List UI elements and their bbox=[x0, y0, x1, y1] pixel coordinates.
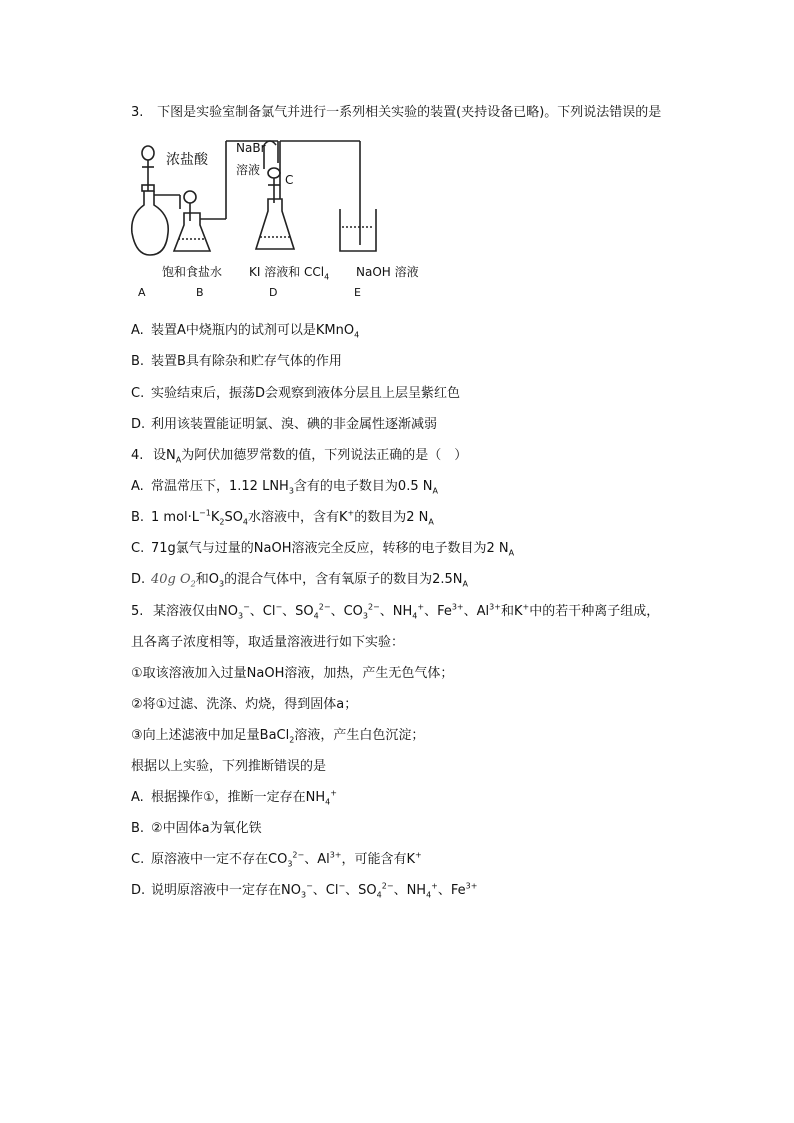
apparatus-diagram bbox=[128, 133, 428, 303]
q5-option-d: D. 说明原溶液中一定存在$NO_3^-$、Cl−、$SO_4^{2-}$、$NH_4^+$、$Fe^{3+}$ bbox=[131, 881, 478, 900]
label-brine: 饱和食盐水 bbox=[162, 265, 223, 279]
label-naoh: NaOH 溶液 bbox=[356, 265, 419, 279]
q4-option-a: A. 常温常压下，1.12 $LNH_3$含有的电子数目为0.5 $N_A$ bbox=[131, 479, 438, 496]
label-nabr-2: 溶液 bbox=[236, 163, 261, 177]
letter-e: E bbox=[354, 286, 361, 299]
q5-step-2: ②将①过滤、洗涤、灼烧，得到固体a； bbox=[131, 697, 358, 712]
q3-stem bbox=[131, 104, 661, 122]
q3-option-b: B. 装置B具有除杂和贮存气体的作用 bbox=[131, 354, 342, 369]
q3-number: 3. bbox=[131, 105, 144, 120]
letter-d: D bbox=[269, 286, 278, 299]
q5-option-c: C. 原溶液中一定不存在$CO_3^{2-}$、$Al^{3+}$，可能含有K+ bbox=[131, 850, 422, 869]
q4-stem: 4. 设$N_A$为阿伏加德罗常数的值，下列说法正确的是（ ） bbox=[131, 448, 468, 465]
q5-stem-line1: 5. 某溶液仅由$NO_3^-$、Cl−、$SO_4^{2-}$、$CO_3^{2-}$、$NH_4^+$、$Fe^{3+}$、$Al^{3+}$和K+中的若干种离子组成， bbox=[131, 602, 660, 621]
letter-a: A bbox=[138, 286, 146, 299]
q3-option-d: D. 利用该装置能证明氯、溴、碘的非金属性逐渐减弱 bbox=[131, 417, 438, 432]
q5-lead: 根据以上实验，下列推断错误的是 bbox=[131, 759, 327, 774]
label-c: C bbox=[285, 173, 294, 187]
q4-option-c: C. 71g氯气与过量的NaOH溶液完全反应，转移的电子数目为2 $N_A$ bbox=[131, 541, 515, 558]
q3-stem-text: 下图是实验室制备氯气并进行一系列相关实验的装置(夹持设备已略)。下列说法错误的是 bbox=[157, 105, 662, 120]
label-conc-hcl: 浓盐酸 bbox=[166, 152, 208, 168]
q4-option-d: D. 40g $O_2$和$O_3$的混合气体中，含有氧原子的数目为$2.5N_A$ bbox=[131, 572, 468, 589]
q5-stem-line2: 且各离子浓度相等，取适量溶液进行如下实验： bbox=[131, 635, 405, 650]
label-nabr-1: NaBr bbox=[236, 141, 266, 155]
label-ki-ccl4: KI 溶液和 CCl$_4$ bbox=[249, 265, 330, 282]
q3-option-a: A. 装置A中烧瓶内的试剂可以是KMnO$_4$ bbox=[131, 323, 360, 340]
q5-step-1: ①取该溶液加入过量NaOH溶液，加热，产生无色气体； bbox=[131, 666, 454, 681]
q4-option-b: B. 1 $mol\cdot L^{-1}K_2SO_4$水溶液中，含有K+的数目为2 $N_A$ bbox=[131, 508, 434, 527]
q3-option-c: C. 实验结束后，振荡D会观察到液体分层且上层呈紫红色 bbox=[131, 386, 461, 401]
q5-step-3: ③向上述滤液中加足量BaCl$_2$溶液，产生白色沉淀； bbox=[131, 728, 425, 745]
q5-option-a: A. 根据操作①，推断一定存在$NH_4^+$ bbox=[131, 788, 337, 807]
letter-b: B bbox=[196, 286, 204, 299]
q5-option-b: B. ②中固体a为氧化铁 bbox=[131, 821, 262, 836]
